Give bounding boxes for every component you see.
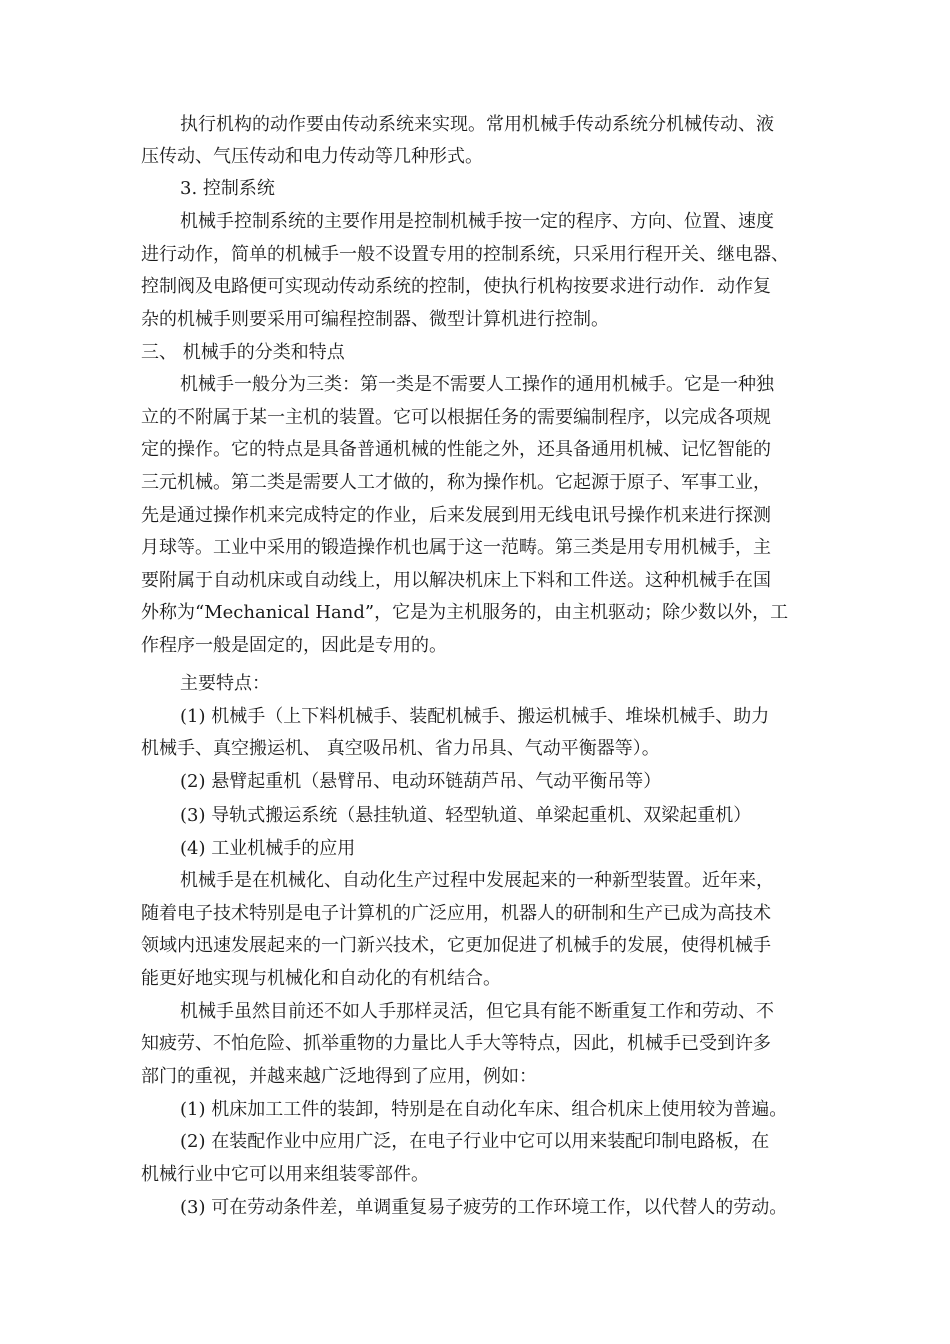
body-paragraph-line: 定的操作。它的特点是具备普通机械的性能之外，还具备通用机械、记忆智能的	[141, 439, 771, 460]
body-paragraph-line: 杂的机械手则要采用可编程控制器、微型计算机进行控制。	[141, 309, 609, 330]
list-item-continuation: 机械行业中它可以用来组装零部件。	[141, 1164, 429, 1185]
body-paragraph-line: 执行机构的动作要由传动系统来实现。常用机械手传动系统分机械传动、液	[180, 114, 774, 135]
list-item: (1) 机床加工工件的装卸，特别是在自动化车床、组合机床上使用较为普遍。	[180, 1099, 788, 1120]
body-paragraph-line: 三元机械。第二类是需要人工才做的，称为操作机。它起源于原子、军事工业，	[141, 472, 771, 493]
list-item: (3) 导轨式搬运系统（悬挂轨道、轻型轨道、单梁起重机、双梁起重机）	[180, 805, 752, 826]
body-paragraph-line: 月球等。工业中采用的锻造操作机也属于这一范畴。第三类是用专用机械手，主	[141, 537, 771, 558]
body-paragraph-line: 领域内迅速发展起来的一门新兴技术，它更加促进了机械手的发展，使得机械手	[141, 935, 771, 956]
list-item: (1) 机械手（上下料机械手、装配机械手、搬运机械手、堆垛机械手、助力	[180, 706, 770, 727]
list-heading: 主要特点：	[180, 673, 270, 694]
list-item: (3) 可在劳动条件差，单调重复易子疲劳的工作环境工作，以代替人的劳动。	[180, 1197, 788, 1218]
body-paragraph-line: 随着电子技术特别是电子计算机的广泛应用，机器人的研制和生产已成为高技术	[141, 903, 771, 924]
list-item: (4) 工业机械手的应用	[180, 838, 356, 859]
body-paragraph-line: 控制阀及电路便可实现动传动系统的控制，使执行机构按要求进行动作．动作复	[141, 276, 771, 297]
body-paragraph-line: 压传动、气压传动和电力传动等几种形式。	[141, 146, 483, 167]
body-paragraph-line: 先是通过操作机来完成特定的作业，后来发展到用无线电讯号操作机来进行探测	[141, 505, 771, 526]
body-paragraph-line: 机械手控制系统的主要作用是控制机械手按一定的程序、方向、位置、速度	[180, 211, 774, 232]
body-paragraph-line: 知疲劳、不怕危险、抓举重物的力量比人手大等特点，因此，机械手已受到许多	[141, 1033, 771, 1054]
body-paragraph-line: 能更好地实现与机械化和自动化的有机结合。	[141, 968, 501, 989]
body-paragraph-line: 机械手虽然目前还不如人手那样灵活，但它具有能不断重复工作和劳动、不	[180, 1001, 774, 1022]
list-item: (2) 在装配作业中应用广泛，在电子行业中它可以用来装配印制电路板，在	[180, 1131, 770, 1152]
body-paragraph-line: 部门的重视，并越来越广泛地得到了应用，例如：	[141, 1066, 537, 1087]
body-paragraph-line: 进行动作，简单的机械手一般不设置专用的控制系统，只采用行程开关、继电器、	[141, 244, 789, 265]
list-item-continuation: 机械手、真空搬运机、 真空吸吊机、省力吊具、气动平衡器等）。	[141, 738, 660, 759]
body-paragraph-line: 机械手是在机械化、自动化生产过程中发展起来的一种新型装置。近年来，	[180, 870, 774, 891]
list-item: (2) 悬臂起重机（悬臂吊、电动环链葫芦吊、气动平衡吊等）	[180, 771, 662, 792]
body-paragraph-line: 作程序一般是固定的，因此是专用的。	[141, 635, 447, 656]
body-paragraph-line: 立的不附属于某一主机的装置。它可以根据任务的需要编制程序，以完成各项规	[141, 407, 771, 428]
chapter-heading: 三、 机械手的分类和特点	[141, 342, 345, 363]
body-paragraph-line: 机械手一般分为三类：第一类是不需要人工操作的通用机械手。它是一种独	[180, 374, 774, 395]
section-heading: 3. 控制系统	[180, 178, 275, 199]
body-paragraph-line: 要附属于自动机床或自动线上，用以解决机床上下料和工件送。这种机械手在国	[141, 570, 771, 591]
body-paragraph-line: 外称为“Mechanical Hand”，它是为主机服务的，由主机驱动；除少数以外，工	[141, 602, 789, 623]
